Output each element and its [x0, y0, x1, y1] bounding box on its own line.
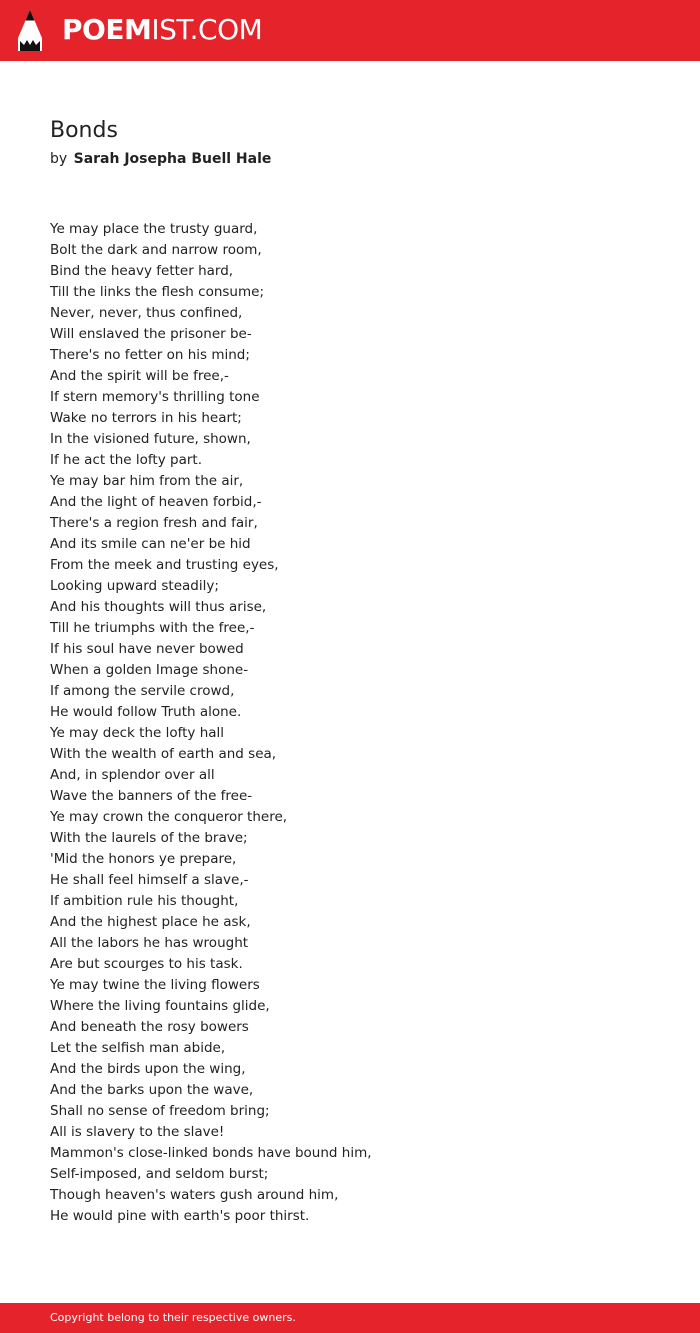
poem-line: Bind the heavy fetter hard, [50, 263, 234, 279]
poem-line: Never, never, thus confined, [50, 305, 243, 321]
poem-line: All the labors he has wrought [50, 935, 249, 951]
poem-line: Will enslaved the prisoner be- [50, 326, 252, 342]
poem-line: When a golden Image shone- [50, 662, 249, 678]
poem-line: If his soul have never bowed [50, 641, 244, 657]
poem-line: Wake no terrors in his heart; [50, 410, 242, 426]
poem-line: Ye may crown the conqueror there, [50, 809, 288, 825]
poem-line: Ye may twine the living flowers [50, 977, 260, 993]
poem-line: All is slavery to the slave! [50, 1124, 225, 1140]
poem-line: If among the servile crowd, [50, 683, 235, 699]
poem-line: Shall no sense of freedom bring; [50, 1103, 270, 1119]
poem-line: Till he triumphs with the free,- [50, 620, 255, 636]
poem-line: And his thoughts will thus arise, [50, 599, 267, 615]
poem-line: Ye may place the trusty guard, [50, 221, 258, 237]
site-footer [0, 1303, 700, 1333]
poem-line: Till the links the flesh consume; [50, 284, 264, 300]
poem-line: From the meek and trusting eyes, [50, 557, 279, 573]
poem-line: In the visioned future, shown, [50, 431, 251, 447]
poem-line: There's no fetter on his mind; [50, 347, 250, 363]
byline [50, 148, 271, 170]
pencil-tip-icon[interactable] [18, 10, 42, 51]
poem-line: Mammon's close-linked bonds have bound him, [50, 1145, 372, 1161]
poem-line: And the birds upon the wing, [50, 1061, 246, 1077]
poem-line: Bolt the dark and narrow room, [50, 242, 262, 258]
poem-line: And the highest place he ask, [50, 914, 251, 930]
poem-line: He would follow Truth alone. [50, 704, 242, 720]
poem-line: And its smile can ne'er be hid [50, 536, 251, 552]
poem-line: Ye may bar him from the air, [50, 473, 244, 489]
poem-line: With the laurels of the brave; [50, 830, 248, 846]
poem-line: Are but scourges to his task. [50, 956, 243, 972]
poem-line: 'Mid the honors ye prepare, [50, 851, 237, 867]
poem-line: Self-imposed, and seldom burst; [50, 1166, 269, 1182]
copyright-text: Copyright belong to their respective owners. [50, 1311, 296, 1324]
poem-line: He would pine with earth's poor thirst. [50, 1208, 310, 1224]
poem-title: Bonds [50, 118, 118, 143]
logo-light-text: IST.COM [151, 13, 263, 46]
poem-line: Ye may deck the lofty hall [50, 725, 225, 741]
poem-line: And the light of heaven forbid,- [50, 494, 262, 510]
poem-line: Wave the banners of the free- [50, 788, 253, 804]
poem-line: There's a region fresh and fair, [50, 515, 258, 531]
poem-line: Though heaven's waters gush around him, [50, 1187, 339, 1203]
poem-line: If stern memory's thrilling tone [50, 389, 260, 405]
poem-body [50, 219, 650, 1227]
poem-line: He shall feel himself a slave,- [50, 872, 249, 888]
poem-line: Let the selfish man abide, [50, 1040, 226, 1056]
poem-line: If ambition rule his thought, [50, 893, 239, 909]
poem-line: With the wealth of earth and sea, [50, 746, 277, 762]
poem-line: And, in splendor over all [50, 767, 215, 783]
author-name: Sarah Josepha Buell Hale [73, 151, 272, 167]
poem-line: And the barks upon the wave, [50, 1082, 254, 1098]
site-header [0, 0, 700, 61]
poem-line: Where the living fountains glide, [50, 998, 270, 1014]
poem-line: And beneath the rosy bowers [50, 1019, 249, 1035]
logo-bold-text: POEM [62, 13, 152, 46]
by-label: by [50, 151, 68, 167]
site-logo[interactable] [62, 12, 262, 48]
poem-line: Looking upward steadily; [50, 578, 219, 594]
poem-line: If he act the lofty part. [50, 452, 202, 468]
poem-line: And the spirit will be free,- [50, 368, 229, 384]
